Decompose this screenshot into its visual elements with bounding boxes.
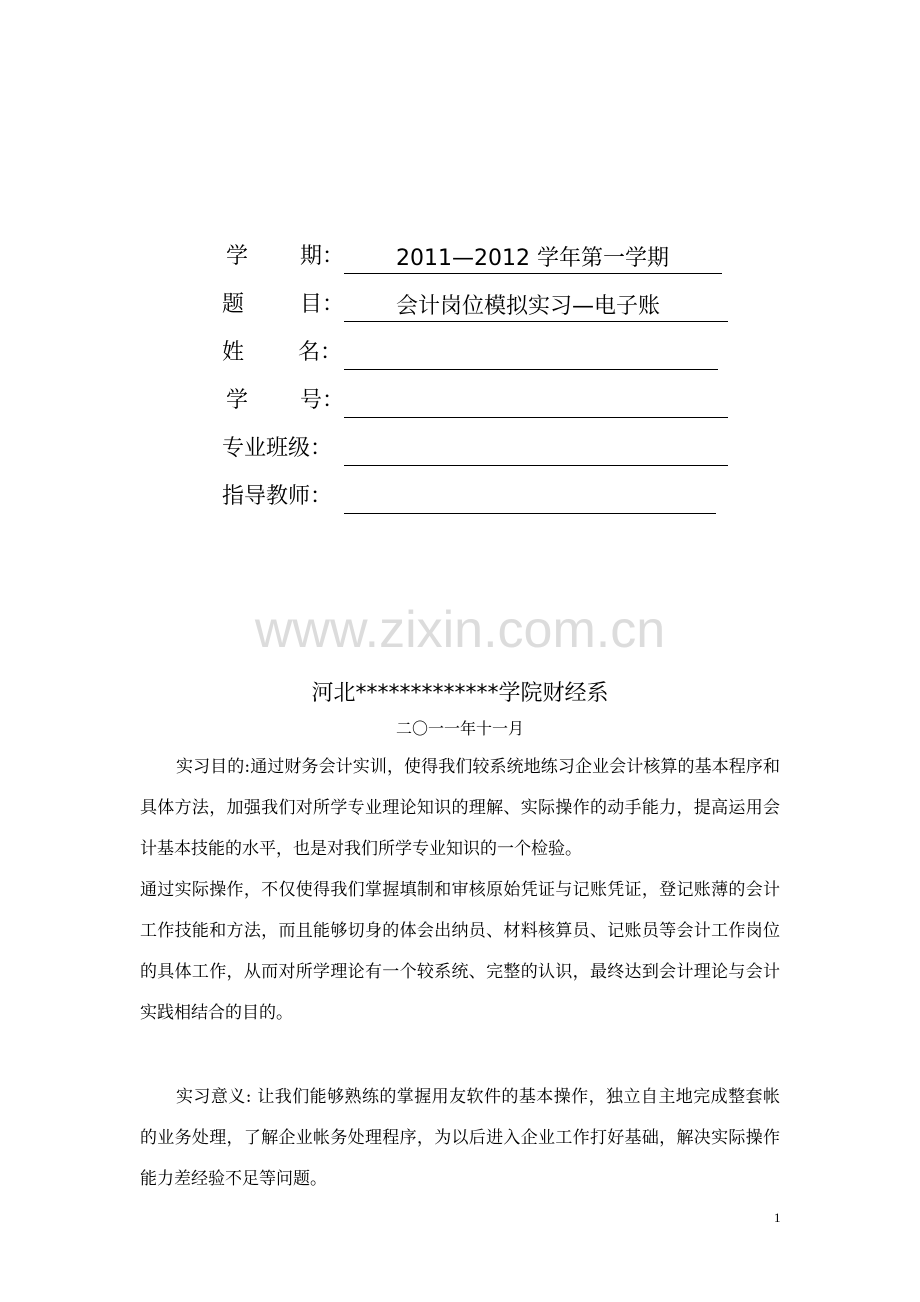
semester-value: 2011—2012 学年第一学期 xyxy=(396,246,669,271)
paragraph-operation: 通过实际操作，不仅使得我们掌握填制和审核原始凭证与记账凭证，登记账薄的会计工作技能和方法，而且能够切身的体会出纳员、材料核算员、记账员等会计工作岗位的具体工作，从而对所学理论有一个较系统、完整的认识，最终达到会计理论与会计实践相结合的目的。 xyxy=(140,880,780,1023)
semester-field xyxy=(344,240,722,274)
student-id-field xyxy=(344,384,728,418)
report-date: 二〇一一年十一月 xyxy=(395,719,524,738)
form-label-class: 专业班级： xyxy=(222,436,333,461)
name-field xyxy=(344,336,718,370)
page-number: 1 xyxy=(774,1210,781,1225)
class-field xyxy=(344,432,728,466)
form-label-name: 姓 名： xyxy=(222,340,343,365)
form-row-student-id xyxy=(222,382,728,418)
topic-field xyxy=(344,288,728,322)
form-row-class xyxy=(222,430,728,466)
form-row-name xyxy=(222,334,718,370)
form-row-advisor xyxy=(222,478,716,514)
form-label-topic: 题 目： xyxy=(222,292,345,317)
paragraph-purpose: 实习目的:通过财务会计实训，使得我们较系统地练习企业会计核算的基本程序和具体方法，加强我们对所学专业理论知识的理解、实际操作的动手能力，提高运用会计基本技能的水平，也是对我们所学专业知识的一个检验。 xyxy=(140,757,780,859)
form-label-semester: 学 期： xyxy=(226,244,345,269)
form-row-semester xyxy=(222,238,722,274)
advisor-field xyxy=(344,480,716,514)
topic-value: 会计岗位模拟实习—电子账 xyxy=(396,294,661,319)
form-label-student-id: 学 号： xyxy=(226,388,345,413)
college-name: 河北*************学院财经系 xyxy=(311,681,609,706)
watermark: www.zixin.com.cn xyxy=(254,601,666,659)
form-label-advisor: 指导教师： xyxy=(222,484,333,509)
form-row-topic xyxy=(222,286,728,322)
paragraph-significance: 实习意义: 让我们能够熟练的掌握用友软件的基本操作，独立自主地完成整套帐的业务处理，了解企业帐务处理程序，为以后进入企业工作打好基础，解决实际操作能力差经验不足等问题。 xyxy=(140,1087,780,1189)
